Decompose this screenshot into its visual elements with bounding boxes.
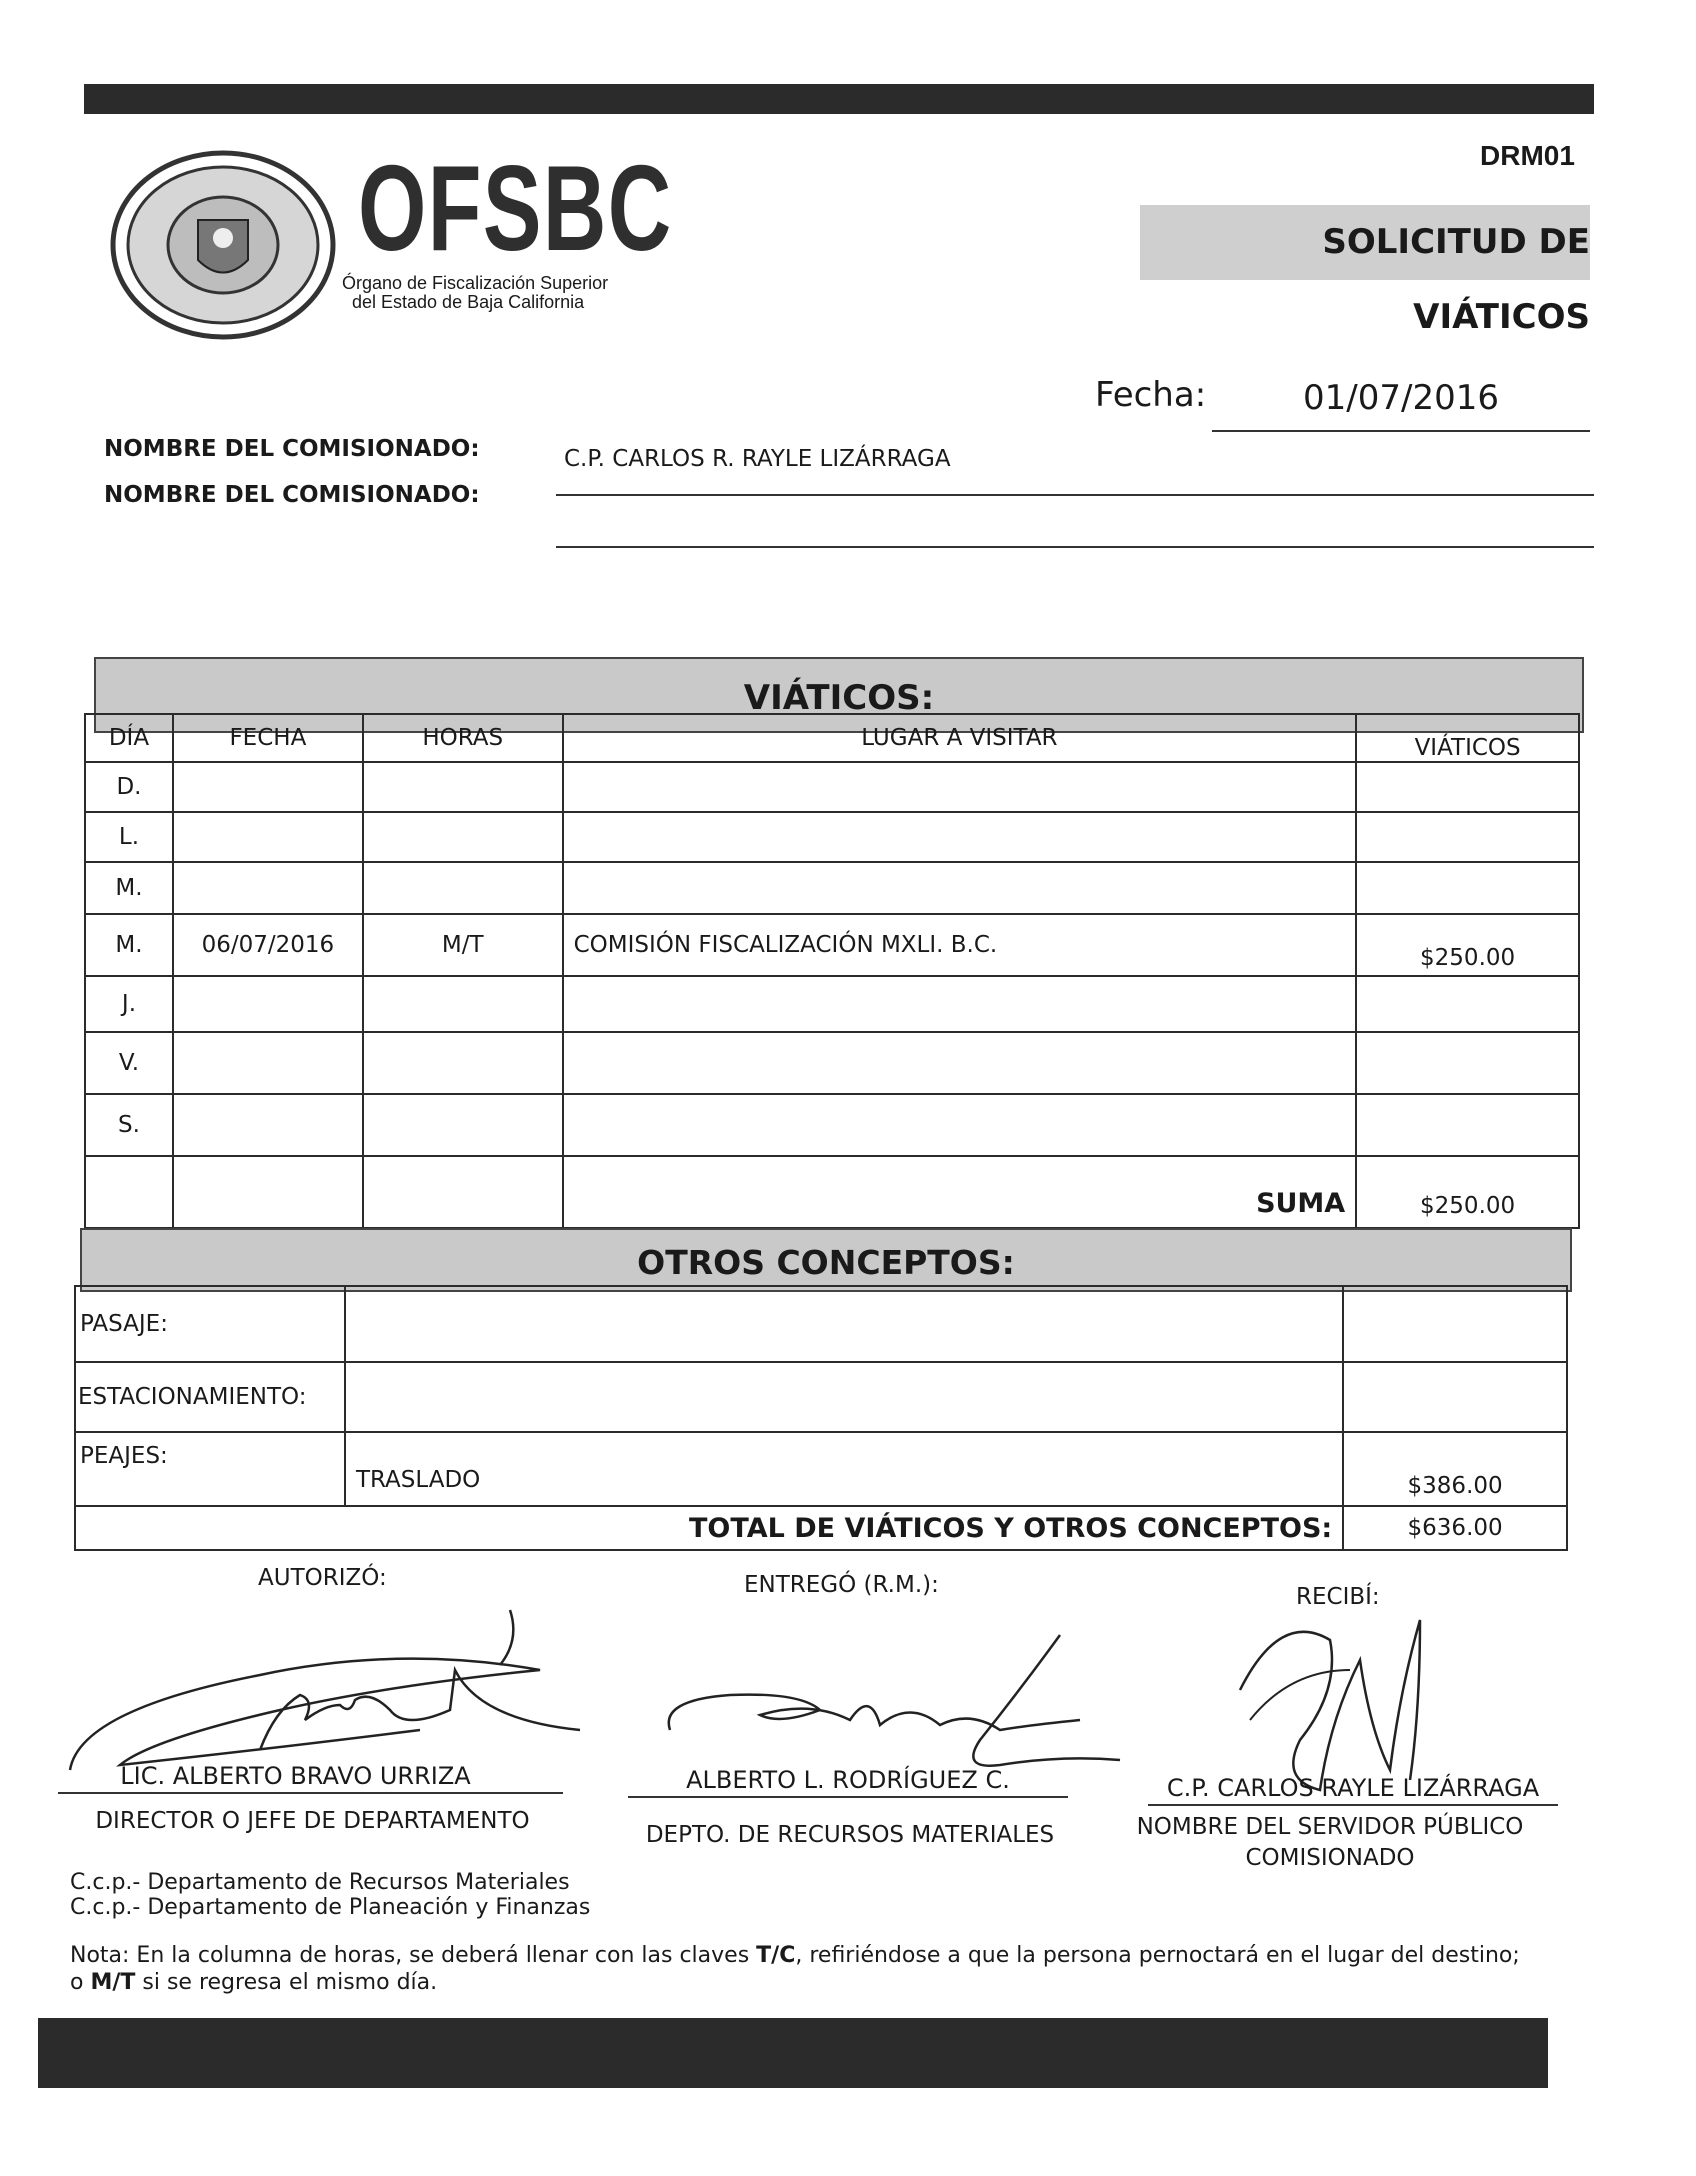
lugar-cell xyxy=(563,976,1357,1032)
viaticos-title: VIÁTICOS: xyxy=(94,657,1584,733)
signature-autorizo xyxy=(60,1590,600,1780)
horas-cell xyxy=(363,1094,563,1156)
otros-label: PEAJES: xyxy=(75,1432,345,1506)
signature-recibi xyxy=(1220,1600,1460,1800)
autorizo-heading: AUTORIZÓ: xyxy=(258,1565,387,1591)
nota-line-1 xyxy=(70,1943,1570,1968)
empty-cell xyxy=(363,1156,563,1228)
monto-cell xyxy=(1356,862,1579,914)
empty-cell xyxy=(85,1156,173,1228)
recibi-role-2: COMISIONADO xyxy=(1245,1845,1415,1871)
fecha-cell xyxy=(173,862,363,914)
suma-row xyxy=(85,1156,1579,1228)
nota-line2-prefix: o xyxy=(70,1970,91,1995)
dia-cell: M. xyxy=(85,862,173,914)
monto-cell xyxy=(1356,976,1579,1032)
table-row xyxy=(85,1032,1579,1094)
otros-monto xyxy=(1343,1286,1567,1362)
dia-cell: S. xyxy=(85,1094,173,1156)
table-row xyxy=(85,976,1579,1032)
otros-monto xyxy=(1343,1362,1567,1432)
autorizo-name: LIC. ALBERTO BRAVO URRIZA xyxy=(120,1762,471,1790)
org-name-line2: del Estado de Baja California xyxy=(352,292,585,312)
lugar-cell xyxy=(563,1094,1357,1156)
org-name-line1: Órgano de Fiscalización Superior xyxy=(342,273,609,293)
table-row xyxy=(85,1094,1579,1156)
table-row xyxy=(85,812,1579,862)
monto-cell xyxy=(1356,812,1579,862)
lugar-cell xyxy=(563,762,1357,812)
horas-cell xyxy=(363,976,563,1032)
otros-table xyxy=(74,1285,1568,1551)
fecha-cell: 06/07/2016 xyxy=(173,914,363,976)
recibi-name: C.P. CARLOS RAYLE LIZÁRRAGA xyxy=(1166,1774,1540,1802)
total-label: TOTAL DE VIÁTICOS Y OTROS CONCEPTOS: xyxy=(75,1506,1343,1550)
entrego-line xyxy=(628,1766,1068,1798)
seal-logo xyxy=(108,150,338,340)
horas-cell: M/T xyxy=(363,914,563,976)
table-row xyxy=(85,762,1579,812)
dia-cell: D. xyxy=(85,762,173,812)
monto-cell xyxy=(1356,762,1579,812)
horas-cell xyxy=(363,762,563,812)
monto-cell xyxy=(1356,1094,1579,1156)
table-row xyxy=(85,862,1579,914)
otros-detalle xyxy=(345,1362,1343,1432)
fecha-value: 01/07/2016 xyxy=(1212,378,1590,432)
lugar-cell: COMISIÓN FISCALIZACIÓN MXLI. B.C. xyxy=(563,914,1357,976)
horas-cell xyxy=(363,812,563,862)
logo-text: OFSBC xyxy=(358,140,673,276)
dia-cell: V. xyxy=(85,1032,173,1094)
otros-detalle: TRASLADO xyxy=(345,1432,1343,1506)
comisionado-value-2 xyxy=(556,498,1594,548)
table-row xyxy=(75,1362,1567,1432)
comisionado-value-1: C.P. CARLOS R. RAYLE LIZÁRRAGA xyxy=(556,446,1594,496)
fecha-cell xyxy=(173,976,363,1032)
monto-cell xyxy=(1356,1032,1579,1094)
nota-line2-suffix: si se regresa el mismo día. xyxy=(135,1970,438,1995)
signature-entrego xyxy=(640,1630,1120,1780)
horas-cell xyxy=(363,862,563,914)
col-fecha: FECHA xyxy=(173,714,363,762)
suma-value: $250.00 xyxy=(1356,1156,1579,1228)
form-code: DRM01 xyxy=(1480,140,1575,171)
fecha-cell xyxy=(173,1032,363,1094)
comisionado-label-2: NOMBRE DEL COMISIONADO: xyxy=(104,482,480,508)
nota-prefix: Nota: En la columna de horas, se deberá llenar con las claves xyxy=(70,1943,757,1968)
recibi-heading: RECIBÍ: xyxy=(1296,1584,1380,1610)
suma-label: SUMA xyxy=(563,1156,1357,1228)
empty-cell xyxy=(173,1156,363,1228)
entrego-heading: ENTREGÓ (R.M.): xyxy=(744,1572,939,1598)
ccp-line-1: C.c.p.- Departamento de Recursos Materiales xyxy=(70,1870,570,1895)
dia-cell: L. xyxy=(85,812,173,862)
ccp-line-2: C.c.p.- Departamento de Planeación y Finanzas xyxy=(70,1895,591,1920)
col-dia: DÍA xyxy=(85,714,173,762)
otros-label: ESTACIONAMIENTO: xyxy=(75,1362,345,1432)
bottom-bar xyxy=(38,2018,1548,2088)
table-row xyxy=(75,1432,1567,1506)
dia-cell: M. xyxy=(85,914,173,976)
otros-label: PASAJE: xyxy=(75,1286,345,1362)
fecha-cell xyxy=(173,762,363,812)
table-row xyxy=(75,1286,1567,1362)
horas-cell xyxy=(363,1032,563,1094)
autorizo-role: DIRECTOR O JEFE DE DEPARTAMENTO xyxy=(95,1808,530,1834)
fecha-cell xyxy=(173,1094,363,1156)
table-row xyxy=(85,914,1579,976)
total-value: $636.00 xyxy=(1343,1506,1567,1550)
autorizo-line xyxy=(58,1762,563,1794)
total-row xyxy=(75,1506,1567,1550)
top-bar xyxy=(84,84,1594,114)
nota-code-mt: M/T xyxy=(90,1970,136,1995)
entrego-role: DEPTO. DE RECURSOS MATERIALES xyxy=(645,1822,1055,1848)
fecha-label: Fecha: xyxy=(1095,375,1207,415)
fecha-cell xyxy=(173,812,363,862)
otros-title: OTROS CONCEPTOS: xyxy=(80,1228,1572,1292)
col-lugar: LUGAR A VISITAR xyxy=(563,714,1357,762)
lugar-cell xyxy=(563,1032,1357,1094)
nota-line-2 xyxy=(70,1970,1570,1995)
dia-cell: J. xyxy=(85,976,173,1032)
lugar-cell xyxy=(563,812,1357,862)
nota-middle: , refiriéndose a que la persona pernoctará en el lugar del destino; xyxy=(795,1943,1520,1968)
entrego-name: ALBERTO L. RODRÍGUEZ C. xyxy=(686,1766,1010,1794)
lugar-cell xyxy=(563,862,1357,914)
otros-monto: $386.00 xyxy=(1343,1432,1567,1506)
recibi-role-1: NOMBRE DEL SERVIDOR PÚBLICO xyxy=(1136,1814,1524,1840)
col-viaticos: VIÁTICOS xyxy=(1356,714,1579,762)
monto-cell: $250.00 xyxy=(1356,914,1579,976)
viaticos-table xyxy=(84,713,1580,1229)
form-title: SOLICITUD DE VIÁTICOS xyxy=(1140,205,1590,280)
nota-code-tc: T/C xyxy=(756,1943,796,1968)
otros-detalle xyxy=(345,1286,1343,1362)
comisionado-label-1: NOMBRE DEL COMISIONADO: xyxy=(104,436,480,462)
col-horas: HORAS xyxy=(363,714,563,762)
recibi-line xyxy=(1148,1774,1558,1806)
